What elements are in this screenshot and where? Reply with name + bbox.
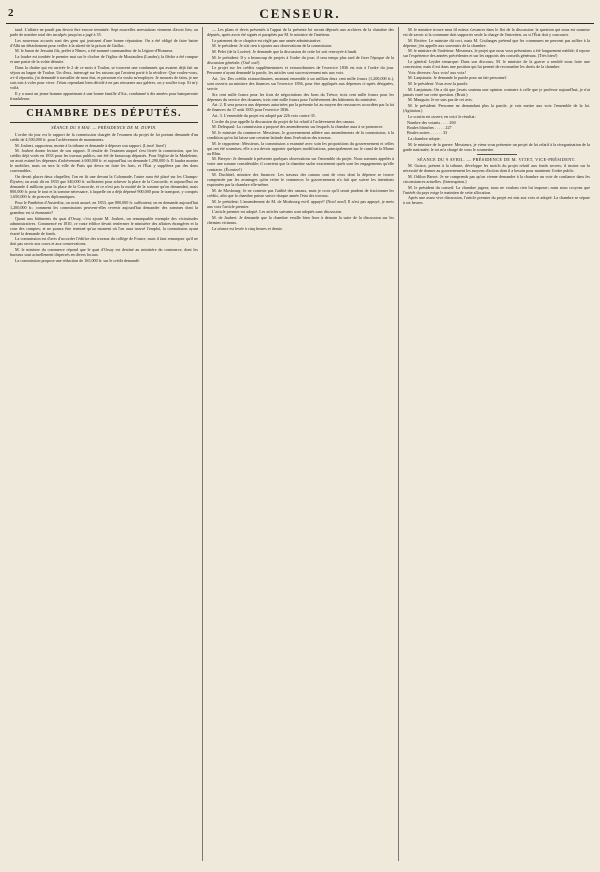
paragraph: — Les plans et devis présentés à l'appui de la présente loi seront déposés aux archives de la chambre des députés, après avoir été signés et paraphés par M. le ministre de l'intérieur.	[207, 27, 394, 38]
paragraph: Il y a aussi un jeune homme appartenant à une bonne famille d'Aix, condamné à dix années pour banqueroute frauduleuse.	[10, 90, 198, 101]
paragraph: M. Guizot, présent à la tribune, développe les motifs du projet relatif aux fonds secrets; il insiste sur la nécessité de donner au gouvernement les moyens d'action dont il a besoin pour maintenir l'ordre public.	[403, 163, 590, 174]
session-heading: SÉANCE DU 9 AVRIL. — PRÉSIDENCE DE M. VITET, VICE-PRÉSIDENT.	[417, 156, 576, 162]
paragraph: Le général Leydet remarque: Dans son discours, M. le ministre de la guerre a semblé nous faire une concession; mais il est dans une position qui lui permet de reconnaître les droits de la chambre.	[403, 59, 590, 70]
paragraph: Art. 3. L'ensemble du projet est adopté par 226 voix contre 35.	[212, 113, 316, 119]
column-2	[202, 27, 398, 861]
paragraph: On devait placer deux chapelles; l'on en fit une devant la Colonnade, l'autre aura été placé sur les Champs-Élysées; on avait dit en 1833 que 340,000 fr. suffiraient pour achever la place de la Concorde, et aujourd'hui on demande 4 millions pour la place de la Concorde, et ce n'est pas la moitié de la somme qu'on demandait, mais 800,000 fr. pour le tout et la somme nécessaire, à laquelle on a déjà dépensé 900,000 pour le transport, y compris 1,650,000 fr. de preuves diplomatiques.	[10, 173, 198, 200]
paragraph: La séance est levée à cinq heures et demie.	[212, 225, 283, 231]
paragraph: M. Lanjuinais: Je demande la parole pour un fait personnel.	[408, 75, 507, 81]
paragraph: La foudre est tombée le premier mai sur le clocher de l'église de Moutaulieu (Landes); la flèche a été rompue et une partie de la voûte détruite.	[10, 54, 198, 65]
paragraph: L'ordre du jour est le rapport de la commission chargée de l'examen du projet de loi portant demande d'un crédit de 4,500,000 fr. pour l'achèvement de monuments.	[10, 131, 198, 142]
paragraph: Après une assez vive discussion, l'article premier du projet est mis aux voix et adopté. La chambre se sépare à six heures.	[403, 195, 590, 206]
paragraph: M. le président: Personne ne demandant plus la parole, je vais mettre aux voix l'ensemble de la loi. (Agitation.)	[403, 103, 590, 114]
paragraph: M. Duchâtel, ministre des finances: Les travaux des canaux sont de ceux dont la dépense se trouve compensée par les avantages qu'en retire le commerce; le gouvernement n'a fait que suivre les intentions exprimées par la chambre elle-même.	[207, 172, 394, 188]
paragraph: Le projet sur les crédits supplémentaires et extraordinaires de l'exercice 1836 est mis à l'ordre du jour. Personne n'ayant demandé la parole, les articles sont successivement mis aux voix.	[207, 65, 394, 76]
newspaper-page	[6, 5, 594, 862]
vote-results	[407, 120, 590, 135]
paragraph: M. le baron de Jessaint fils, préfet à Nîmes, a été nommé commandeur de la Légion-d'Honneur.	[15, 48, 173, 54]
paragraph: M. Joubert donne lecture de son rapport. Il résulte de l'examen auquel s'est livrée la commission, que les crédits déjà votés en 1833 pour les travaux publics, ont été de beaucoup dépassés. Pour l'église de la Madeleine, on avait estimé les dépenses d'achèvement à 600,000 fr. et aujourd'hui on demande 1,290,000 fr. Il faudra monter le mobilier, mais on sera la ville de Paris qui devra en faire les frais, et l'État y suppléera par des dons convenables.	[10, 148, 198, 174]
paragraph: L'article premier est adopté. Les articles suivants sont adoptés sans discussion.	[212, 209, 342, 215]
paragraph: Les nouveaux accusés sont des gens qui jouissent d'une bonne réputation. On a été obligé de faire battre d'Albi un détachement pour veiller à la sûreté de la prison de Gaillac.	[10, 37, 198, 48]
paragraph: M. le rapporteur: Messieurs, la commission a examiné avec soin les propositions du gouvernement et celles qui ont été soumises; elle a cru devoir apporter quelques modifications, principalement sur le canal de la Marne au Rhin.	[207, 140, 394, 156]
paragraph: M. le président: Il y a beaucoup de projets à l'ordre du jour; il sera temps plus tard de fixer l'époque de la discussion générale. (Oui! oui!)	[207, 54, 394, 65]
section-title: CHAMBRE DES DÉPUTÉS.	[10, 105, 198, 123]
columns	[6, 27, 594, 861]
paragraph: M. le ministre du commerce répond que le quai d'Orsay est destiné au ministère du commerce, dont les bureaux sont actuellement dispersés en divers locaux.	[10, 247, 198, 258]
paragraph: Voix diverses: Aux voix! aux voix!	[408, 69, 467, 75]
paragraph: M. le président: Je n'ai rien à ajouter aux observations de la commission.	[212, 43, 333, 49]
paragraph: Pour le Panthéon d'Austerlitz, on avait assuré, en 1833, que 800,000 fr. suffiraient; on en demande aujourd'hui 1,200,000 fr.; comment les commissions peuvent-elles revenir aujourd'hui demander des sommes dont la grandeur est si étonnante?	[10, 199, 198, 215]
paragraph: Six cent mille francs pour les frais de négociations des bons du Trésor; trois cent mille francs pour les dépenses du service des douanes; trois cent mille francs pour l'achèvement des bâtiments du ministère.	[207, 91, 394, 102]
paragraph: taud. L'affaire ne paraît pas devoir être encore terminée. Sept nouvelles arrestations viennent d'avoir lieu; on parle de nombre total des inculpés jusqu'on a jugé à 35.	[10, 27, 198, 38]
page-header	[6, 5, 594, 24]
paragraph: Art. 1er. Des crédits extraordinaires, montant ensemble à un million deux cent mille francs (1,200,000 fr.), sont ouverts au ministre des finances sur l'exercice 1836, pour être appliqués aux dépenses ci-après désignées, savoir:	[207, 75, 394, 92]
paragraph: M. le président du conseil: La chambre jugera; nous ne voulons rien lui imposer; mais nous croyons que l'intérêt du pays exige le maintien de cette allocation.	[403, 184, 590, 195]
vote-line: Nombre des votants . . . . 260	[407, 119, 456, 125]
paragraph: M. Odilon Barrot: Je ne comprends pas qu'on vienne demander à la chambre un vote de confiance dans les circonstances actuelles. (Interruption.)	[403, 173, 590, 184]
paragraph: M. Lanjuinais: On a dit que j'avais soutenu une opinion contraire à celle que je professe aujourd'hui; je n'ai jamais varié sur cette question. (Bruit.)	[403, 86, 590, 97]
divider	[477, 154, 517, 155]
masthead-title: CENSEUR.	[259, 6, 341, 21]
vote-line: Boules noires . . . . . . 33	[407, 129, 448, 135]
paragraph: M. Joubert, rapporteur, monte à la tribune et demande à déposer son rapport. (Lisez! lisez!)	[15, 142, 166, 148]
paragraph: La commission est d'avis d'accorder l'édifice des travaux du collège de France, mais il faut remarquer qu'il ne doit pas servir aux cours et aux conservations.	[10, 236, 198, 247]
page-number: 2	[8, 7, 14, 19]
paragraph: M. le ministre de l'intérieur: Messieurs, le projet que nous vous présentons a été longuement médité; il repose sur l'expérience des années précédentes et sur les rapports des conseils généraux. (Très bien!)	[403, 48, 590, 59]
vote-line: Boules blanches . . . . . 227	[407, 124, 452, 130]
paragraph: M. Mauguin: Je ne suis pas de cet avis.	[408, 97, 473, 103]
paragraph: M. Berryer: Je demande à présenter quelques observations sur l'ensemble du projet. Nous sommes appelés à voter une somme considérable; il convient que la chambre sache exactement quels sont les engagements qu'elle contracte. (Écoutez!)	[207, 156, 394, 172]
column-3	[398, 27, 594, 861]
paragraph: Art. 2. Il sera pourvu aux dépenses autorisées par la présente loi au moyen des ressources accordées par la loi de finances du 17 août 1835 pour l'exercice 1836.	[207, 102, 394, 113]
paragraph: M. le ministre du commerce: Messieurs, le gouvernement adhère aux amendements de la commission, à la condition qu'on lui laisse une certaine latitude dans l'exécution des travaux.	[207, 130, 394, 141]
paragraph: L'ordre du jour appelle la discussion du projet de loi relatif à l'achèvement des canaux.	[212, 118, 356, 124]
paragraph: La chambre adopte.	[408, 135, 441, 141]
paragraph: Le paiement de ce chapitre est réglé par une année administrative.	[212, 37, 322, 43]
session-heading: SÉANCE DU 8 MAI. — PRÉSIDENCE DE M. DUPIN.	[51, 124, 157, 130]
paragraph: M. Rivière: Le ministre dit ceci, mais M. Coulanges prétend que les communes ne peuvent pas suffire à la dépense; j'en appelle aux souvenirs de la chambre.	[403, 37, 590, 48]
paragraph: M. le ministre trouve mon fil mieux s'avancer dans le flot de la discussion: la question qui nous est soumise est de savoir si la commune doit supporter seule la charge de l'entretien, ou si l'État doit y concourir.	[403, 27, 590, 38]
paragraph: M. le ministre de la guerre: Messieurs, je viens vous présenter un projet de loi relatif à la réorganisation de la garde nationale; le roi m'a chargé de vous le soumettre.	[403, 141, 590, 152]
paragraph: M. Delespaul: La commission a proposé des amendements sur lesquels la chambre aura à se prononcer.	[212, 124, 384, 130]
paragraph: Dans la chaîne qui est arrivée le 2 de ce mois à Toulon, se trouvent une condamnés qui avaient déjà fait un séjour au bagne de Toulon. Un d'eux, interrogé sur les raisons qui l'avaient porté à la récidive: Que voulez-vous, a-t-il répondu, j'ai demandé à travailler de mon état, et personne n'a voulu m'employer. Je mourais de faim, je me suis mis à voler pour vivre. J'étais cependant bien décidé à ne pas retourner aux galères, on y souffre trop. Et m'y voilà.	[10, 64, 198, 90]
paragraph: M. le président: L'amendement de M. de Mosbourg est-il appuyé? (Non! non!) Il n'est pas appuyé, je mets aux voix l'article premier.	[207, 198, 394, 209]
paragraph: M. le président: Vous avez la parole.	[408, 81, 469, 87]
paragraph: Le scrutin est ouvert; en voici le résultat:	[408, 113, 476, 119]
paragraph: M. de Jaubert: Je demande que la chambre veuille bien fixer à demain la suite de la discussion sur les chemins vicinaux.	[207, 214, 394, 225]
paragraph: La commission propose une réduction de 165,000 fr. sur le crédit demandé.	[15, 257, 140, 263]
paragraph: M. Pelet (de la Lozère): Je demande que la discussion de cette loi soit renvoyée à lundi.	[212, 48, 358, 54]
column-1	[6, 27, 202, 861]
paragraph: M. de Mosbourg: Je ne conteste pas l'utilité des canaux, mais je crois qu'il serait prudent de fractionner les crédits, afin que la chambre puisse suivre chaque année l'état des travaux.	[207, 187, 394, 198]
paragraph: Quant aux bâtiments du quai d'Orsay, c'est ajoute M. Joubert, un remarquable exemple des vicissitudes administratives. Commencé en 1810, ce vaste édifice devait renfermer le ministère des affaires étrangères et la cour des comptes; et ne pourra être terminé qu'au moment où l'on aura trouvé l'emploi, la commission ayant écarté la demande de fonds.	[10, 215, 198, 236]
